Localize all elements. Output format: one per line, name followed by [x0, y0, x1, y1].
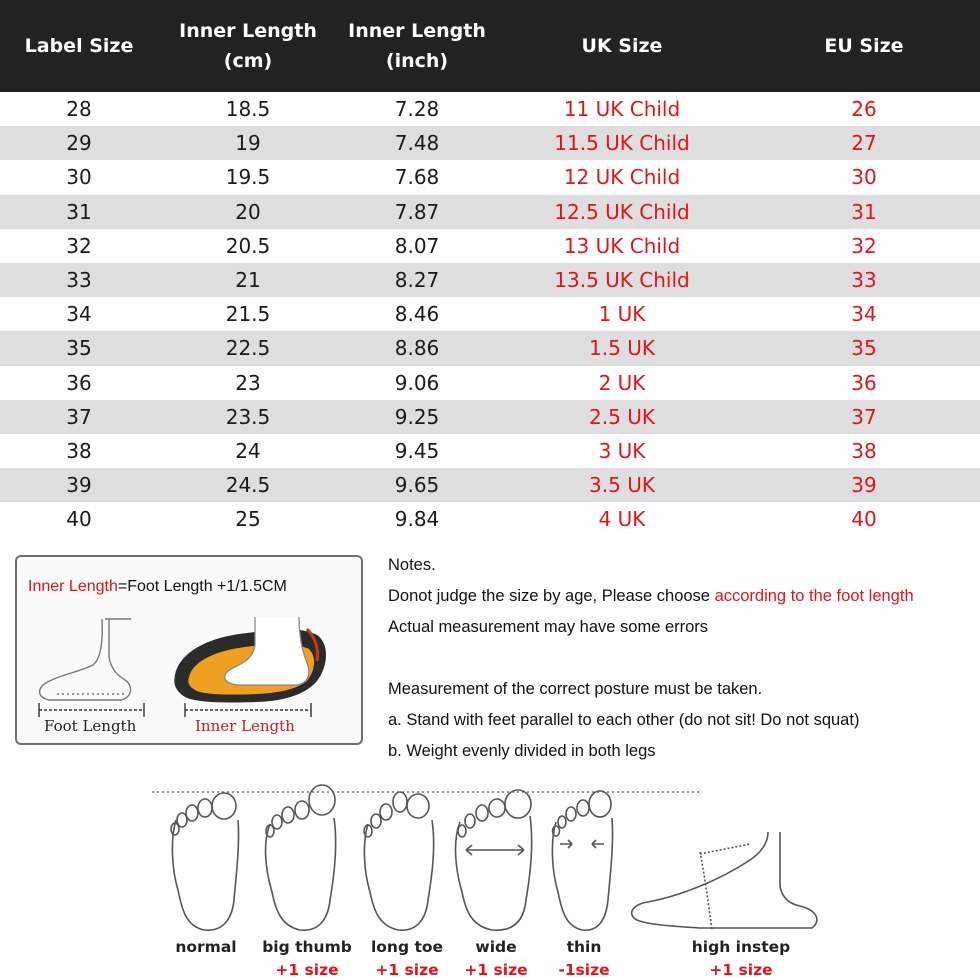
- table-cell: 32: [851, 233, 877, 258]
- table-cell: 1 UK: [598, 302, 646, 327]
- inner-length-illustration: [15, 555, 363, 745]
- foot-and-insole-drawing: [17, 557, 365, 747]
- table-cell: 9.45: [394, 438, 440, 463]
- table-cell: 31: [66, 199, 92, 224]
- table-header: [0, 0, 980, 92]
- table-row: [0, 502, 980, 536]
- inner-length-label: Inner Length: [195, 717, 295, 735]
- high-instep-foot-icon: [632, 832, 817, 930]
- wide-foot-icon: [456, 790, 532, 930]
- table-cell: 38: [851, 438, 877, 463]
- table-cell: 35: [851, 336, 877, 361]
- table-row: [0, 263, 980, 297]
- table-cell: 8.27: [394, 268, 440, 293]
- table-cell: 4 UK: [598, 507, 646, 532]
- table-cell: 39: [66, 473, 92, 498]
- table-row: [0, 195, 980, 229]
- table-cell: 7.28: [394, 97, 440, 122]
- foot-adjust-big-thumb: +1 size: [275, 961, 339, 979]
- foot-label-thin: thin: [566, 938, 602, 956]
- table-cell: 31: [851, 199, 877, 224]
- foot-adjust-high-instep: +1 size: [709, 961, 773, 979]
- header-inner-length-inch: Inner Length (inch): [348, 20, 486, 72]
- table-row: [0, 126, 980, 160]
- table-cell: 20: [235, 199, 261, 224]
- table-cell: 32: [66, 233, 92, 258]
- table-cell: 7.68: [394, 165, 440, 190]
- table-cell: 40: [66, 507, 92, 532]
- table-cell: 29: [66, 131, 92, 156]
- table-cell: 23: [235, 370, 261, 395]
- table-cell: 37: [851, 404, 877, 429]
- table-cell: 28: [66, 97, 92, 122]
- table-cell: 8.07: [394, 233, 440, 258]
- foot-label-wide: wide: [475, 938, 517, 956]
- header-inner-length-cm: Inner Length (cm): [179, 20, 317, 72]
- table-cell: 8.46: [394, 302, 440, 327]
- table-cell: 34: [851, 302, 877, 327]
- table-cell: 1.5 UK: [589, 336, 655, 361]
- formula-rest: =Foot Length +1/1.5CM: [117, 578, 287, 595]
- table-cell: 39: [851, 473, 877, 498]
- table-cell: 30: [851, 165, 877, 190]
- table-cell: 18.5: [225, 97, 271, 122]
- table-cell: 13.5 UK Child: [554, 268, 690, 293]
- table-cell: 34: [66, 302, 92, 327]
- shoe-insole-icon: [174, 617, 326, 702]
- table-cell: 35: [66, 336, 92, 361]
- table-cell: 9.84: [394, 507, 440, 532]
- foot-adjust-thin: -1size: [558, 961, 610, 979]
- table-cell: 24.5: [225, 473, 271, 498]
- notes-line-1-prefix: Donot judge the size by age, Please choose: [388, 587, 715, 605]
- table-cell: 12 UK Child: [563, 165, 681, 190]
- foot-types-drawing: [0, 780, 980, 940]
- table-row: [0, 366, 980, 400]
- table-cell: 38: [66, 438, 92, 463]
- table-cell: 27: [851, 131, 877, 156]
- table-cell: 25: [235, 507, 261, 532]
- table-cell: 36: [851, 370, 877, 395]
- foot-types-section: [0, 780, 980, 980]
- notes-line-2: Actual measurement may have some errors: [388, 618, 709, 636]
- table-cell: 24: [235, 438, 261, 463]
- foot-label-long-toe: long toe: [370, 938, 444, 956]
- table-cell: 3.5 UK: [589, 473, 655, 498]
- table-row: [0, 331, 980, 365]
- big-thumb-foot-icon: [266, 785, 336, 930]
- header-eu-size: EU Size: [824, 35, 904, 57]
- table-cell: 22.5: [225, 336, 271, 361]
- foot-label-normal: normal: [175, 938, 237, 956]
- table-row: [0, 434, 980, 468]
- table-row: [0, 160, 980, 194]
- long-toe-foot-icon: [364, 792, 434, 930]
- table-cell: 2.5 UK: [589, 404, 655, 429]
- notes-line-1: [388, 584, 980, 615]
- table-cell: 13 UK Child: [563, 233, 681, 258]
- thin-foot-icon: [552, 791, 612, 930]
- foot-label-high-instep: high instep: [691, 938, 791, 956]
- foot-length-arrow: [39, 703, 144, 717]
- table-cell: 7.87: [394, 199, 440, 224]
- table-cell: 19.5: [225, 165, 271, 190]
- table-cell: 3 UK: [598, 438, 646, 463]
- table-cell: 9.25: [394, 404, 440, 429]
- table-row: [0, 468, 980, 502]
- table-cell: 26: [851, 97, 877, 122]
- normal-foot-icon: [171, 793, 239, 930]
- header-uk-size: UK Size: [581, 35, 663, 57]
- table-row: [0, 400, 980, 434]
- table-cell: 9.65: [394, 473, 440, 498]
- table-cell: 37: [66, 404, 92, 429]
- table-cell: 9.06: [394, 370, 440, 395]
- foot-label-big-thumb: big thumb: [262, 938, 352, 956]
- table-cell: 12.5 UK Child: [554, 199, 690, 224]
- bare-foot-icon: [40, 619, 131, 700]
- table-cell: 7.48: [394, 131, 440, 156]
- table-cell: 11 UK Child: [563, 97, 681, 122]
- inner-length-arrow: [185, 703, 311, 717]
- table-row: [0, 297, 980, 331]
- table-cell: 33: [851, 268, 877, 293]
- notes-line-4: a. Stand with feet parallel to each other (do not sit! Do not squat): [388, 711, 860, 729]
- table-cell: 33: [66, 268, 92, 293]
- table-cell: 19: [235, 131, 261, 156]
- notes-line-3: Measurement of the correct posture must be taken.: [388, 680, 763, 698]
- foot-length-label: Foot Length: [44, 717, 137, 735]
- notes-line-1-highlight: according to the foot length: [714, 587, 914, 605]
- table-cell: 30: [66, 165, 92, 190]
- notes-spacer: [388, 646, 980, 677]
- table-cell: 21.5: [225, 302, 271, 327]
- table-cell: 8.86: [394, 336, 440, 361]
- foot-adjust-long-toe: +1 size: [375, 961, 439, 979]
- table-cell: 23.5: [225, 404, 271, 429]
- table-cell: 11.5 UK Child: [554, 131, 690, 156]
- table-cell: 20.5: [225, 233, 271, 258]
- table-body: [0, 92, 980, 536]
- table-row: [0, 229, 980, 263]
- foot-adjust-wide: +1 size: [464, 961, 528, 979]
- table-row: [0, 92, 980, 126]
- notes-line-5: b. Weight evenly divided in both legs: [388, 742, 656, 760]
- table-cell: 21: [235, 268, 261, 293]
- notes-section: [388, 553, 980, 770]
- table-cell: 36: [66, 370, 92, 395]
- notes-title: Notes.: [388, 556, 436, 574]
- table-cell: 40: [851, 507, 877, 532]
- table-cell: 2 UK: [598, 370, 646, 395]
- formula-term: Inner Length: [28, 578, 118, 595]
- header-label-size: Label Size: [24, 35, 134, 57]
